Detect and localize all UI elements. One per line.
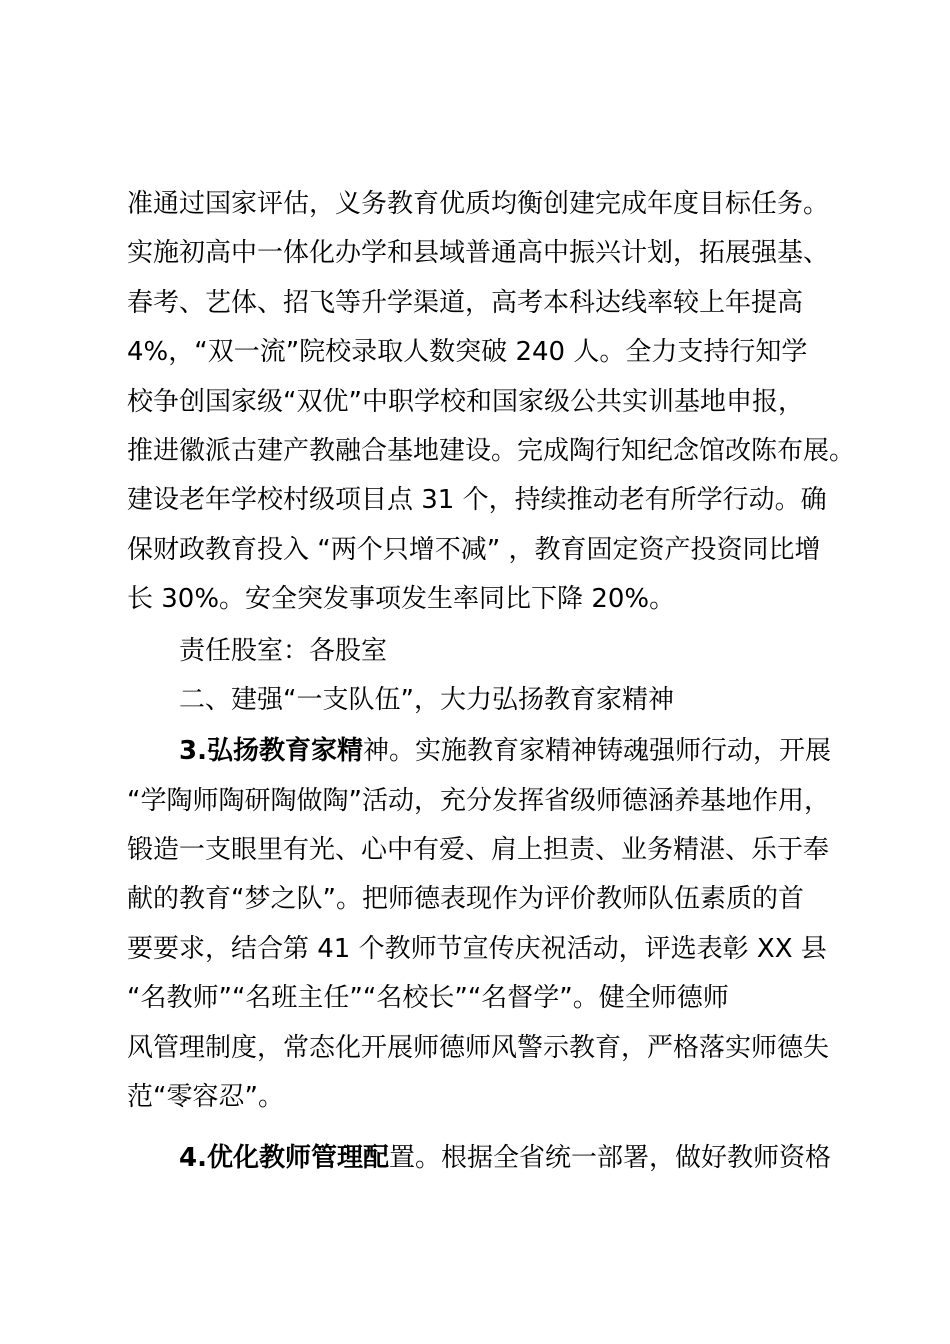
body-line: 4%，“双一流”院校录取人数突破 240 人。全力支持行知学 xyxy=(127,337,808,368)
body-line: 锻造一支眼里有光、心中有爱、肩上担责、业务精湛、乐于奉 xyxy=(127,835,830,866)
body-line: 春考、艺体、招飞等升学渠道，高考本科达线率较上年提高 xyxy=(127,287,804,318)
item4-first-line xyxy=(127,1134,847,1183)
body-line: 保财政教育投入 “两个只增不减” ，教育固定资产投资同比增 xyxy=(127,534,821,565)
body-line: 准通过国家评估，义务教育优质均衡创建完成年度目标任务。 xyxy=(127,189,830,219)
body-line: 建设老年学校村级项目点 31 个，持续推动老有所学行动。确 xyxy=(127,485,827,516)
body-line: 风管理制度，常态化开展师德师风警示教育，严格落实师德失 xyxy=(127,1032,830,1063)
body-line: 献的教育“梦之队”。把师德表现作为评价教师队伍素质的首 xyxy=(127,884,804,915)
item3-lead: 3.弘扬教育家精 xyxy=(179,736,363,767)
item4-lead: 4.优化教师管理配 xyxy=(179,1143,389,1174)
item4-first-rest: 置。根据全省统一部署，做好教师资格 xyxy=(388,1143,831,1174)
body-line: 实施初高中一体化办学和县域普通高中振兴计划，拓展强基、 xyxy=(127,238,830,269)
body-line: 推进徽派古建产教融合基地建设。完成陶行知纪念馆改陈布展。 xyxy=(127,435,856,466)
body-line: 长 30%。安全突发事项发生率同比下降 20%。 xyxy=(127,584,676,615)
item3-first-rest: 神。实施教育家精神铸魂强师行动，开展 xyxy=(362,736,831,767)
body-line: “学陶师陶研陶做陶”活动，充分发挥省级师德涵养基地作用， xyxy=(127,785,830,816)
body-line: 范“零容忍”。 xyxy=(127,1082,284,1113)
body-line: “名教师”“名班主任”“名校长”“名督学”。健全师德师 xyxy=(127,983,729,1014)
document-body xyxy=(127,180,856,1184)
item3-first-line xyxy=(127,727,847,776)
body-line: 校争创国家级“双优”中职学校和国家级公共实训基地申报， xyxy=(127,386,804,417)
body-line: 要要求，结合第 41 个教师节宣传庆祝活动，评选表彰 XX 县 xyxy=(127,933,827,964)
section-heading: 二、建强“一支队伍”，大力弘扬教育家精神 xyxy=(179,684,674,715)
responsibility-line: 责任股室：各股室 xyxy=(179,635,388,666)
